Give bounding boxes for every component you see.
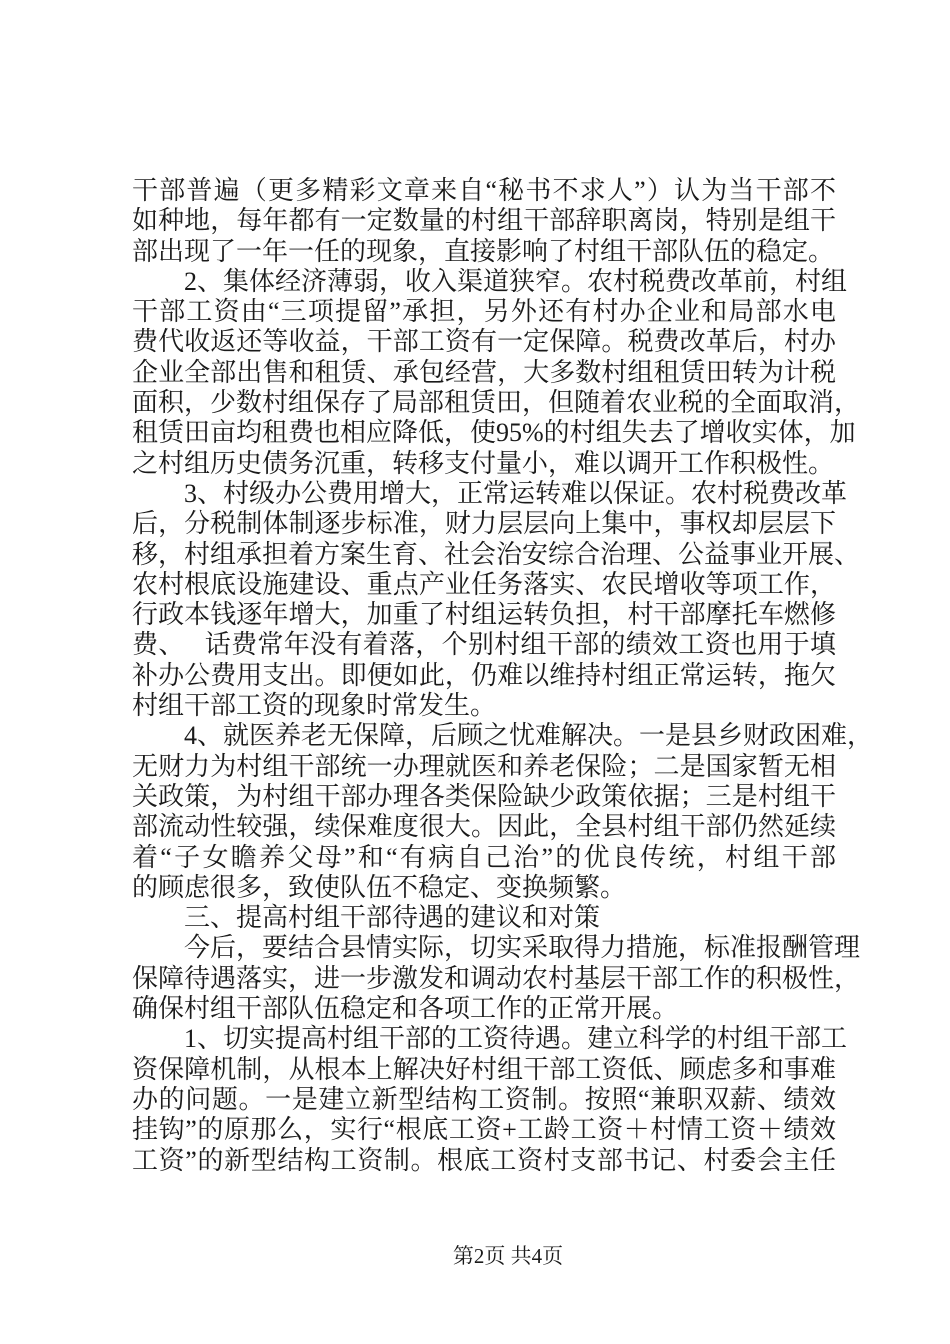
text-line: 2、集体经济薄弱，收入渠道狭窄。农村税费改革前，村组 [184, 266, 848, 296]
text-line: 今后，要结合县情实际，切实采取得力措施，标准报酬管理 [184, 933, 861, 963]
text-line: 部出现了一年一任的现象，直接影响了村组干部队伍的稳定。 [132, 236, 835, 266]
text-line: 企业全部出售和租赁、承包经营，大多数村组租赁田转为计税 [132, 357, 836, 387]
text-line: 办的问题。一是建立新型结构工资制。按照“兼职双薪、绩效 [132, 1084, 836, 1114]
text-line: 村组干部工资的现象时常发生。 [132, 691, 497, 721]
document-body [132, 176, 874, 1176]
page-footer [156, 1240, 860, 1270]
text-line: 的顾虑很多，致使队伍不稳定、变换频繁。 [132, 872, 627, 902]
text-line: 之村组历史债务沉重，转移支付量小，难以调开工作积极性。 [132, 448, 835, 478]
text-line: 补办公费用支出。即便如此，仍难以维持村组正常运转，拖欠 [132, 660, 836, 690]
text-line: 挂钩”的原那么，实行“根底工资+工龄工资＋村情工资＋绩效 [132, 1115, 836, 1145]
text-line: 着“子女瞻养父母”和“有病自己治”的优良传统，村组干部 [132, 842, 836, 872]
text-line: 资保障机制，从根本上解决好村组干部工资低、顾虑多和事难 [132, 1054, 836, 1084]
text-line: 面积，少数村组保存了局部租赁田，但随着农业税的全面取消， [132, 388, 861, 418]
text-line: 行政本钱逐年增大，加重了村组运转负担，村干部摩托车燃修 [132, 600, 836, 630]
text-line: 后，分税制体制逐步标准，财力层层向上集中，事权却层层下 [132, 509, 836, 539]
text-line: 如种地，每年都有一定数量的村组干部辞职离岗，特别是组干 [132, 206, 836, 236]
text-line: 关政策，为村组干部办理各类保险缺少政策依据；三是村组干 [132, 781, 836, 811]
text-line: 移，村组承担着方案生育、社会治安综合治理、公益事业开展、 [132, 539, 861, 569]
text-line: 租赁田亩均租费也相应降低，使95%的村组失去了增收实体，加 [132, 418, 856, 448]
page-number: 第2页 共4页 [452, 1244, 564, 1268]
text-line: 无财力为村组干部统一办理就医和养老保险；二是国家暂无相 [132, 751, 836, 781]
text-line: 部流动性较强，续保难度很大。因此，全县村组干部仍然延续 [132, 812, 836, 842]
text-line: 干部工资由“三项提留”承担，另外还有村办企业和局部水电 [132, 297, 836, 327]
text-line: 干部普遍（更多精彩文章来自“秘书不求人”）认为当干部不 [132, 176, 836, 205]
text-line: 费代收返还等收益，干部工资有一定保障。税费改革后，村办 [132, 327, 836, 357]
text-line: 三、提高村组干部待遇的建议和对策 [184, 903, 601, 933]
text-line: 4、就医养老无保障，后顾之忧难解决。一是县乡财政困难， [184, 721, 874, 751]
text-line: 3、村级办公费用增大，正常运转难以保证。农村税费改革 [184, 478, 848, 508]
text-line: 工资”的新型结构工资制。根底工资村支部书记、村委会主任 [132, 1145, 836, 1175]
text-line: 农村根底设施建设、重点产业任务落实、农民增收等项工作， [132, 569, 836, 599]
text-line: 费、 话费常年没有着落，个别村组干部的绩效工资也用于填 [132, 630, 836, 660]
text-line: 保障待遇落实，进一步激发和调动农村基层干部工作的积极性， [132, 963, 861, 993]
text-line: 1、切实提高村组干部的工资待遇。建立科学的村组干部工 [184, 1024, 848, 1054]
text-line: 确保村组干部队伍稳定和各项工作的正常开展。 [132, 994, 679, 1024]
